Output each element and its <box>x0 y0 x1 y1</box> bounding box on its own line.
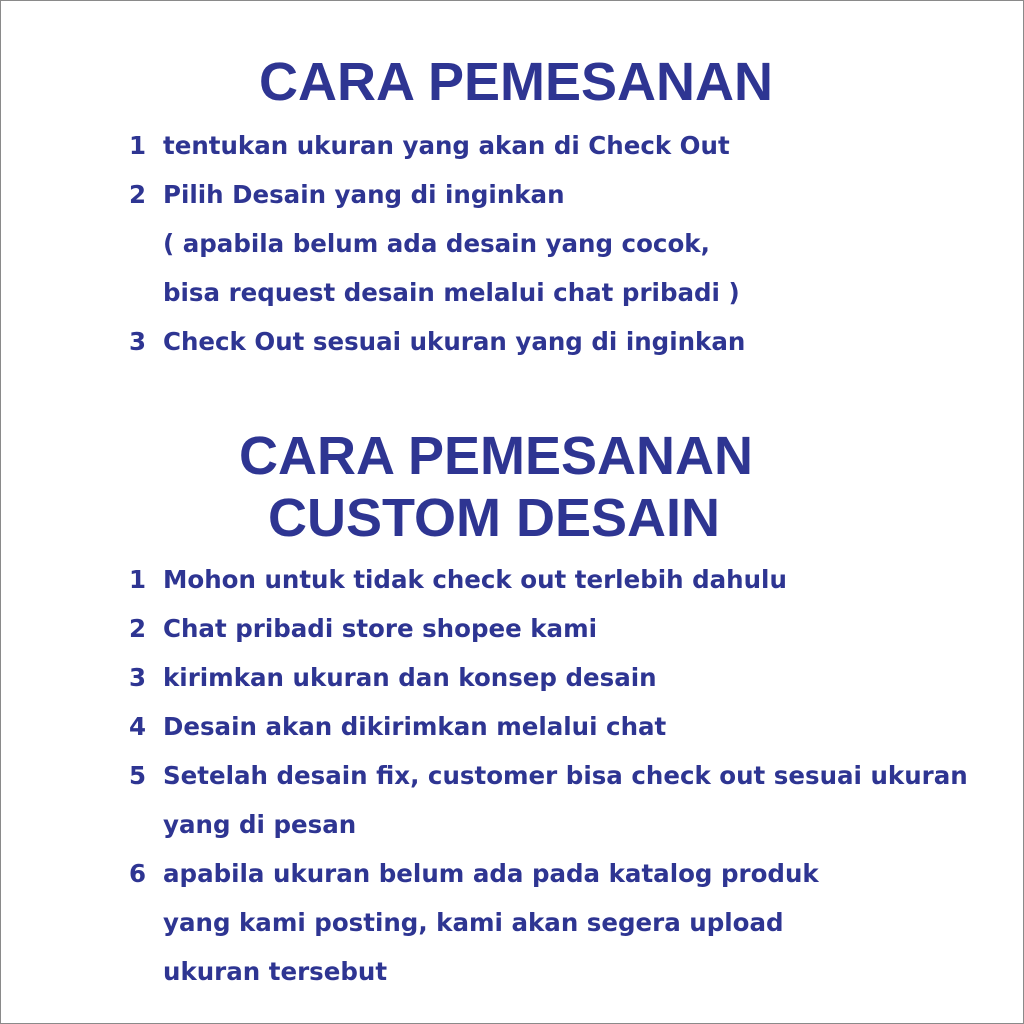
step-text: apabila ukuran belum ada pada katalog produk <box>163 859 819 888</box>
section2-title-line2: CUSTOM DESAIN <box>267 488 721 548</box>
step-text: Chat pribadi store shopee kami <box>163 614 598 643</box>
step-number: 6 <box>129 859 147 888</box>
step-number: 3 <box>129 327 147 356</box>
step-text: Mohon untuk tidak check out terlebih dahulu <box>163 565 787 594</box>
step-number: 1 <box>129 565 147 594</box>
section1-title: CARA PEMESANAN <box>258 52 774 112</box>
step-number: 1 <box>129 131 147 160</box>
step-number: 2 <box>129 180 147 209</box>
step-text: kirimkan ukuran dan konsep desain <box>163 663 657 692</box>
step-number: 5 <box>129 761 147 790</box>
step-number: 4 <box>129 712 147 741</box>
step-text: Check Out sesuai ukuran yang di inginkan <box>163 327 746 356</box>
step-text: ( apabila belum ada desain yang cocok, <box>163 229 710 258</box>
step-number: 2 <box>129 614 147 643</box>
step-text: yang kami posting, kami akan segera upload <box>163 908 784 937</box>
step-text: Setelah desain fix, customer bisa check out sesuai ukuran <box>163 761 968 790</box>
step-text: ukuran tersebut <box>163 957 388 986</box>
section2-title-line1: CARA PEMESANAN <box>238 426 754 486</box>
step-text: Pilih Desain yang di inginkan <box>163 180 565 209</box>
step-text: bisa request desain melalui chat pribadi ) <box>163 278 740 307</box>
step-text: yang di pesan <box>163 810 357 839</box>
step-text: Desain akan dikirimkan melalui chat <box>163 712 667 741</box>
step-text: tentukan ukuran yang akan di Check Out <box>163 131 730 160</box>
step-number: 3 <box>129 663 147 692</box>
